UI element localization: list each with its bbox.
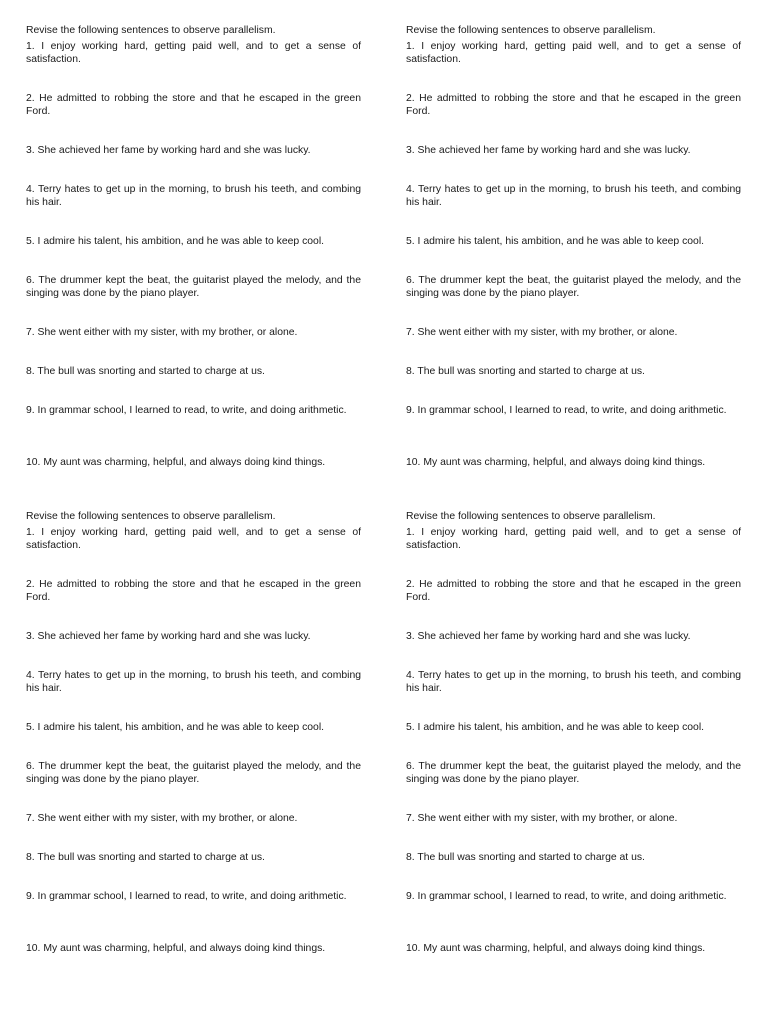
item-6: 6. The drummer kept the beat, the guitarist played the melody, and the singing was done by the piano player. xyxy=(26,275,361,299)
item-10: 10. My aunt was charming, helpful, and always doing kind things. xyxy=(406,943,706,954)
item-5: 5. I admire his talent, his ambition, and he was able to keep cool. xyxy=(26,722,325,733)
item-6: 6. The drummer kept the beat, the guitarist played the melody, and the singing was done by the piano player. xyxy=(406,275,741,299)
item-8: 8. The bull was snorting and started to charge at us. xyxy=(406,852,645,863)
item-3: 3. She achieved her fame by working hard and she was lucky. xyxy=(26,631,311,642)
worksheet-bottom-right xyxy=(406,510,741,968)
item-3: 3. She achieved her fame by working hard and she was lucky. xyxy=(26,145,311,156)
instruction-text: Revise the following sentences to observe parallelism. xyxy=(406,511,656,522)
worksheet-bottom-left xyxy=(26,510,361,968)
item-7: 7. She went either with my sister, with my brother, or alone. xyxy=(406,327,678,338)
item-4: 4. Terry hates to get up in the morning, to brush his teeth, and combing his hair. xyxy=(26,184,361,208)
item-4: 4. Terry hates to get up in the morning, to brush his teeth, and combing his hair. xyxy=(26,670,361,694)
instruction-text: Revise the following sentences to observe parallelism. xyxy=(406,25,656,36)
item-2: 2. He admitted to robbing the store and that he escaped in the green Ford. xyxy=(406,93,741,117)
item-6: 6. The drummer kept the beat, the guitarist played the melody, and the singing was done by the piano player. xyxy=(26,761,361,785)
item-2: 2. He admitted to robbing the store and that he escaped in the green Ford. xyxy=(406,579,741,603)
item-5: 5. I admire his talent, his ambition, and he was able to keep cool. xyxy=(26,236,325,247)
item-9: 9. In grammar school, I learned to read, to write, and doing arithmetic. xyxy=(406,891,727,902)
item-1: 1. I enjoy working hard, getting paid well, and to get a sense of satisfaction. xyxy=(26,527,361,551)
item-4: 4. Terry hates to get up in the morning, to brush his teeth, and combing his hair. xyxy=(406,184,741,208)
item-10: 10. My aunt was charming, helpful, and always doing kind things. xyxy=(26,457,326,468)
item-8: 8. The bull was snorting and started to charge at us. xyxy=(26,852,265,863)
instruction-text: Revise the following sentences to observe parallelism. xyxy=(26,511,276,522)
worksheet-top-left xyxy=(26,24,361,482)
item-9: 9. In grammar school, I learned to read, to write, and doing arithmetic. xyxy=(406,405,727,416)
item-7: 7. She went either with my sister, with my brother, or alone. xyxy=(26,813,298,824)
item-7: 7. She went either with my sister, with my brother, or alone. xyxy=(26,327,298,338)
item-5: 5. I admire his talent, his ambition, and he was able to keep cool. xyxy=(406,236,705,247)
item-10: 10. My aunt was charming, helpful, and always doing kind things. xyxy=(26,943,326,954)
item-8: 8. The bull was snorting and started to charge at us. xyxy=(26,366,265,377)
item-1: 1. I enjoy working hard, getting paid well, and to get a sense of satisfaction. xyxy=(26,41,361,65)
item-9: 9. In grammar school, I learned to read, to write, and doing arithmetic. xyxy=(26,891,347,902)
item-7: 7. She went either with my sister, with my brother, or alone. xyxy=(406,813,678,824)
item-3: 3. She achieved her fame by working hard and she was lucky. xyxy=(406,145,691,156)
item-6: 6. The drummer kept the beat, the guitarist played the melody, and the singing was done by the piano player. xyxy=(406,761,741,785)
item-2: 2. He admitted to robbing the store and that he escaped in the green Ford. xyxy=(26,93,361,117)
item-2: 2. He admitted to robbing the store and that he escaped in the green Ford. xyxy=(26,579,361,603)
item-8: 8. The bull was snorting and started to charge at us. xyxy=(406,366,645,377)
instruction-text: Revise the following sentences to observe parallelism. xyxy=(26,25,276,36)
item-1: 1. I enjoy working hard, getting paid well, and to get a sense of satisfaction. xyxy=(406,41,741,65)
item-1: 1. I enjoy working hard, getting paid well, and to get a sense of satisfaction. xyxy=(406,527,741,551)
item-5: 5. I admire his talent, his ambition, and he was able to keep cool. xyxy=(406,722,705,733)
worksheet-top-right xyxy=(406,24,741,482)
item-3: 3. She achieved her fame by working hard and she was lucky. xyxy=(406,631,691,642)
item-9: 9. In grammar school, I learned to read, to write, and doing arithmetic. xyxy=(26,405,347,416)
item-10: 10. My aunt was charming, helpful, and always doing kind things. xyxy=(406,457,706,468)
item-4: 4. Terry hates to get up in the morning, to brush his teeth, and combing his hair. xyxy=(406,670,741,694)
